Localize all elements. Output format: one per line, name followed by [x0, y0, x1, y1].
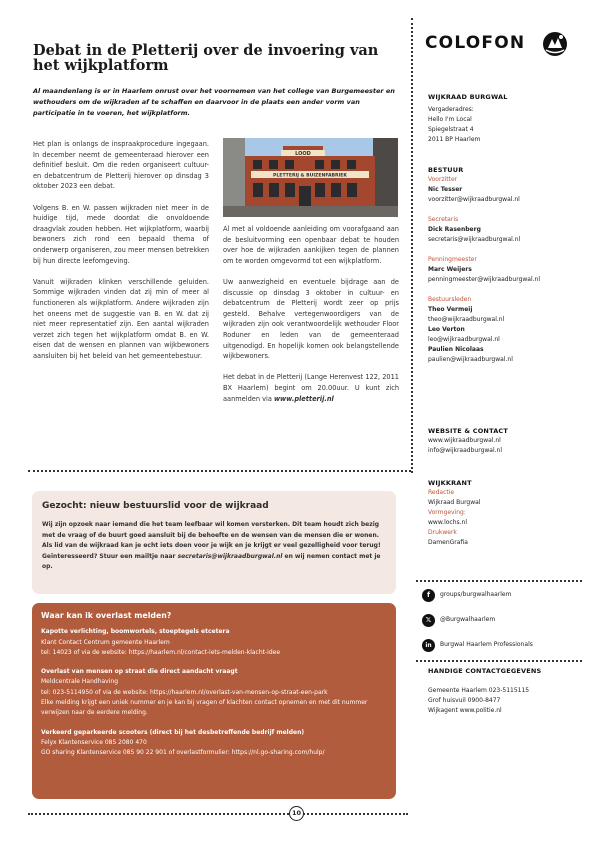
- pletterij-building-photo: [223, 138, 398, 217]
- overlast-line: Meldcentrale Handhaving: [41, 678, 119, 686]
- article-paragraph: Al met al voldoende aanleiding om voorafgaand aan de besluitvorming een openbaar debat te houden over hoe de wijkraden aankijken tegen de plannen om te worden omgevormd tot een wijkplatform.: [223, 225, 399, 265]
- address-line: 2011 BP Haarlem: [428, 136, 481, 143]
- overlast-section: [41, 667, 387, 718]
- article-paragraph: Volgens B. en W. passen wijkraden niet meer in de huidige tijd, mede doordat die onvoldoende draagvlak zouden hebben. Het wijkplatform, waarbij bewoners zich rond een bepaald thema of onderwerp organiseren, zou meer mensen betrekken bij hun directe leefomgeving.: [33, 203, 209, 265]
- article-lead: Al maandenlang is er in Haarlem onrust over het voornemen van het college van Burgemeester en wethouders om de wijkraden af te schaffen en daarvoor in de plaats een ander vorm van participatie in te voeren, het wijkplatform.: [33, 87, 395, 118]
- colofon-wijkraad: [428, 92, 580, 145]
- article-paragraph: Uw aanwezigheid en eventuele bijdrage aan de discussie op dinsdag 3 oktober in cultuur- en debatcentrum de Pletterij wordt zeer op prijs gesteld. Behalve vertegenwoordigers van de wijkraden zijn ook verantwoordelijk wethouder Floor Roduner en leden van de gemeenteraad uitgenodigd. En hopelijk komen ook belangstellende wijkbewoners.: [223, 277, 399, 361]
- contact-line: Grof huisvuil 0900-8477: [428, 697, 501, 704]
- gezocht-body: Wij zijn opzoek naar iemand die het team leefbaar wil komen versterken. Dit team houdt zich bezig met de vraag of de buurt goed aansluit bij de behoefte en de wensen van de mensen die er wonen. Als lid van de wijkraad kan je echt iets doen voor je wijk en je krijgt er veel gezelligheid voor terug! Geïnteresseerd? Stuur een mailtje naar secretaris@wijkraadburgwal.nl en wij nemen contact met je op.: [42, 521, 381, 571]
- overlast-line: Klant Contact Centrum gemeente Haarlem: [41, 638, 170, 646]
- page-number: 10: [289, 806, 304, 821]
- social-label: groups/burgwalhaarlem: [440, 591, 512, 598]
- member-email[interactable]: paulien@wijkraadburgwal.nl: [428, 356, 513, 363]
- member-email[interactable]: voorzitter@wijkraadburgwal.nl: [428, 196, 520, 203]
- overlast-line: Felyx Klantenservice 085 2080 470: [41, 738, 147, 746]
- member-name: Marc Weijers: [428, 266, 472, 273]
- footer-divider: [28, 813, 408, 815]
- section-heading: HANDIGE CONTACTGEGEVENS: [428, 667, 542, 675]
- member-name: Paulien Nicolaas: [428, 346, 484, 353]
- column-divider: [411, 18, 413, 473]
- member-email[interactable]: penningmeester@wijkraadburgwal.nl: [428, 276, 541, 283]
- article-column-right: [223, 224, 399, 415]
- article-column-left: [33, 139, 209, 372]
- overlast-line: Elke melding krijgt een uniek nummer en je kan bij vragen of klachten contact opnemen en met dit nummer verwijzen naar de eerdere melding.: [41, 699, 368, 717]
- social-linkedin[interactable]: [422, 639, 582, 655]
- social-facebook[interactable]: [422, 589, 582, 605]
- credit-value: Wijkraad Burgwal: [428, 499, 481, 506]
- member-email[interactable]: theo@wijkraadburgwal.nl: [428, 316, 505, 323]
- social-label: Burgwal Haarlem Professionals: [440, 641, 533, 648]
- photo-sign-top: LOOD: [295, 151, 311, 157]
- role-label: Vormgeving:: [428, 509, 466, 516]
- article-closing: [223, 372, 399, 404]
- article-paragraph: Vanuit wijkraden klinken verschillende geluiden. Sommige wijkraden vinden dat zij min of meer al functioneren als wijkplatform. Andere wijkraden zijn het oneens met de suggestie van B. en W. dat zij niet meer representatief zijn. Een aantal wijkraden verzet zich tegen het wijkplatform omdat B. en W. eisen dat de wensen en plannen van wijkbewoners aansluiten bij het beleid van het gemeentebestuur.: [33, 277, 209, 360]
- colofon-bestuur: [428, 165, 580, 365]
- closing-text: Het debat in de Pletterij (Lange Herenvest 122, 2011 BX Haarlem) begint om 20.00uur. U kunt zich aanmelden via: [223, 373, 399, 403]
- linkedin-icon: in: [422, 639, 435, 652]
- role-label: Voorzitter: [428, 176, 458, 183]
- member-name: Leo Verton: [428, 326, 465, 333]
- colofon-wijkkrant: [428, 478, 580, 548]
- member-name: Nic Tesser: [428, 186, 463, 193]
- role-label: Penningmeester: [428, 256, 477, 263]
- colofon-website: [428, 426, 580, 456]
- article-title: Debat in de Pletterij over de invoering van het wijkplatform: [33, 42, 379, 74]
- credit-value[interactable]: www.lochs.nl: [428, 519, 468, 526]
- role-label: Redactie: [428, 489, 455, 496]
- address-line: Vergaderadres:: [428, 106, 474, 113]
- photo-sign-main: PLETTERIJ & BUIZENFABRIEK: [273, 173, 347, 179]
- gezocht-box: [32, 491, 396, 594]
- role-label: Secretaris: [428, 216, 459, 223]
- overlast-section: [41, 728, 387, 759]
- role-label: Bestuursleden: [428, 296, 472, 303]
- address-line: Spiegelstraat 4: [428, 126, 474, 133]
- member-email[interactable]: secretaris@wijkraadburgwal.nl: [428, 236, 521, 243]
- pletterij-link[interactable]: www.pletterij.nl: [273, 394, 334, 403]
- credit-value: DamenGrafia: [428, 539, 468, 546]
- x-icon: 𝕏: [422, 614, 435, 627]
- overlast-line: tel: 14023 of via de website: https://haarlem.nl/contact-iets-melden-klacht-idee: [41, 648, 281, 656]
- overlast-line: tel: 023-5114950 of via de website: https://haarlem.nl/overlast-van-mensen-op-straat-een-park: [41, 688, 328, 696]
- section-heading: WEBSITE & CONTACT: [428, 427, 509, 435]
- sidebar-divider: [416, 660, 582, 662]
- section-heading: WIJKKRANT: [428, 479, 472, 487]
- overlast-title: Waar kan ik overlast melden?: [41, 611, 172, 620]
- sidebar-divider: [416, 580, 582, 582]
- section-divider: [28, 470, 411, 472]
- social-x[interactable]: [422, 614, 582, 630]
- article-paragraph: Het plan is onlangs de inspraakprocedure ingegaan. In december neemt de gemeenteraad hierover een definitief besluit. Om die reden organiseert cultuur- en debatcentrum de Pletterij hierover op dinsdag 3 oktober 2023 een debat.: [33, 140, 209, 191]
- social-label: @Burgwalhaarlem: [440, 616, 496, 623]
- role-label: Drukwerk: [428, 529, 457, 536]
- colofon-title: COLOFON: [425, 33, 526, 53]
- overlast-line: GO sharing Klantenservice 085 90 22 901 of overlastformulier: https://nl.go-sharing.com/hulp/: [41, 749, 325, 757]
- overlast-box: [32, 603, 396, 799]
- member-name: Dick Rasenberg: [428, 226, 481, 233]
- wijkraad-logo-icon: [541, 30, 569, 58]
- contact-line: Wijkagent www.politie.nl: [428, 707, 502, 714]
- overlast-section-heading: Verkeerd geparkeerde scooters (direct bij het desbetreffende bedrijf melden): [41, 728, 305, 736]
- member-name: Theo Vermeij: [428, 306, 473, 313]
- gezocht-title: Gezocht: nieuw bestuurslid voor de wijkraad: [42, 501, 269, 511]
- overlast-section-heading: Overlast van mensen op straat die direct aandacht vraagt: [41, 668, 238, 676]
- contact-line: Gemeente Haarlem 023-5115115: [428, 687, 530, 694]
- colofon-handige: [428, 666, 580, 716]
- overlast-section-heading: Kapotte verlichting, boomwortels, stoeptegels etcetera: [41, 628, 230, 636]
- member-email[interactable]: leo@wijkraadburgwal.nl: [428, 336, 500, 343]
- section-heading: BESTUUR: [428, 166, 464, 174]
- section-heading: WIJKRAAD BURGWAL: [428, 93, 508, 101]
- contact-email[interactable]: info@wijkraadburgwal.nl: [428, 447, 503, 454]
- address-line: Hello I'm Local: [428, 116, 472, 123]
- website-link[interactable]: www.wijkraadburgwal.nl: [428, 437, 501, 444]
- facebook-icon: f: [422, 589, 435, 602]
- overlast-section: [41, 627, 387, 658]
- secretaris-email-link[interactable]: secretaris@wijkraadburgwal.nl: [177, 552, 283, 560]
